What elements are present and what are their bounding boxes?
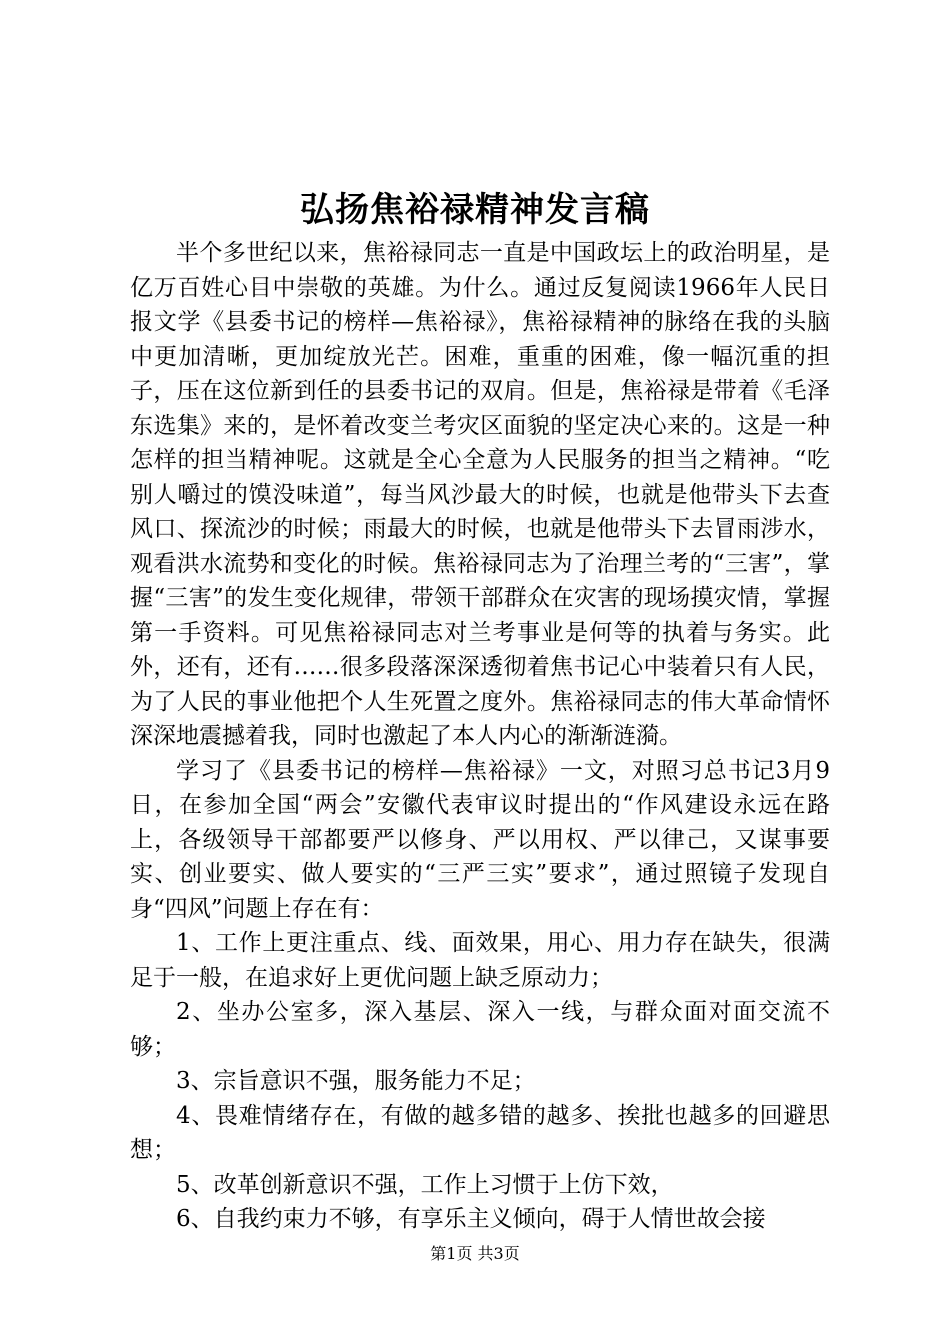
list-item-2: 2、坐办公室多，深入基层、深入一线，与群众面对面交流不够； bbox=[130, 999, 830, 1060]
paragraph-intro: 半个多世纪以来，焦裕禄同志一直是中国政坛上的政治明星，是亿万百姓心目中崇敬的英雄。为什么。通过反复阅读1966年人民日报文学《县委书记的榜样—焦裕禄》，焦裕禄精神的脉络在我的头脑中更加清晰，更加绽放光芒。困难，重重的困难，像一幅沉重的担子，压在这位新到任的县委书记的双肩。但是，焦裕禄是带着《毛泽东选集》来的，是怀着改变兰考灾区面貌的坚定决心来的。这是一种怎样的担当精神呢。这就是全心全意为人民服务的担当之精神。“吃别人嚼过的馍没味道”，每当风沙最大的时候，也就是他带头下去查风口、探流沙的时候；雨最大的时候，也就是他带头下去冒雨涉水，观看洪水流势和变化的时候。焦裕禄同志为了治理兰考的“三害”，掌握“三害”的发生变化规律，带领干部群众在灾害的现场摸灾情，掌握第一手资料。可见焦裕禄同志对兰考事业是何等的执着与务实。此外，还有，还有……很多段落深深透彻着焦书记心中装着只有人民，为了人民的事业他把个人生死置之度外。焦裕禄同志的伟大革命情怀深深地震撼着我，同时也激起了本人内心的渐渐涟漪。 bbox=[130, 240, 830, 749]
list-item-4: 4、畏难情绪存在，有做的越多错的越多、挨批也越多的回避思想； bbox=[130, 1102, 830, 1163]
list-item-3: 3、宗旨意识不强，服务能力不足； bbox=[176, 1068, 536, 1094]
list-item-6: 6、自我约束力不够，有享乐主义倾向，碍于人情世故会接 bbox=[176, 1206, 766, 1232]
document-title: 弘扬焦裕禄精神发言稿 bbox=[300, 190, 650, 230]
paragraph-study: 学习了《县委书记的榜样—焦裕禄》一文，对照习总书记3月9日，在参加全国“两会”安徽代表审议时提出的“作风建设永远在路上，各级领导干部都要严以修身、严以用权、严以律己，又谋事要实、创业要实、做人要实的“三严三实”要求”，通过照镜子发现自身“四风”问题上存在有： bbox=[130, 757, 830, 922]
list-item-1: 1、工作上更注重点、线、面效果，用心、用力存在缺失，很满足于一般，在追求好上更优问题上缺乏原动力； bbox=[130, 930, 830, 991]
document-body bbox=[130, 236, 830, 1237]
page-footer: 第1页 共3页 bbox=[430, 1244, 520, 1263]
list-item-5: 5、改革创新意识不强，工作上习惯于上仿下效， bbox=[176, 1171, 674, 1198]
